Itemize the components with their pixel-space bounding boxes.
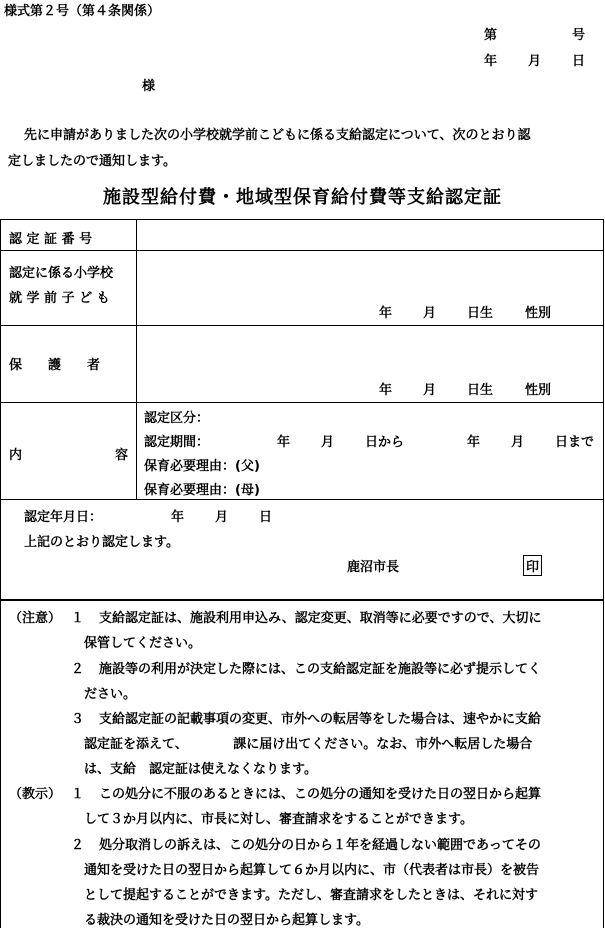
child-sex: 性別	[525, 306, 552, 321]
header-year: 年	[484, 54, 498, 69]
caution-tag: （注意）	[9, 611, 62, 626]
approval-year: 年	[171, 510, 185, 525]
content-label-cell	[1, 403, 137, 500]
certificate-table	[0, 219, 604, 600]
instruction-1-line-2: して３か月以内に、市長に対し、審査請求をすることができます。	[84, 812, 473, 827]
child-label-line-2: 就 学 前 子 ど も	[9, 291, 110, 306]
number-prefix: 第	[484, 28, 498, 43]
instruction-2-line-1: 処分取消しの訴えは、この処分の日から１年を経過しない範囲であってその	[99, 838, 541, 853]
period-from-year: 年	[277, 435, 291, 450]
table-row	[1, 251, 604, 326]
instruction-1-line-1: この処分に不服のあるときには、この処分の通知を受けた日の翌日から起算	[99, 787, 542, 802]
period-label: 認定期間：	[144, 435, 210, 450]
table-row	[1, 326, 604, 403]
note-3-line-3: は、支給 認定証は使えなくなります。	[84, 762, 317, 777]
cert-number-label: 認 定 証 番 号	[9, 232, 93, 247]
guardian-label-cell	[1, 326, 137, 403]
header-month: 月	[528, 54, 542, 69]
cert-number-label-cell	[1, 220, 137, 251]
notes-section	[0, 600, 604, 928]
instruction-2-line-2: 通知を受けた日の翌日から起算して６か月以内に、市（代表者は市長）を被告	[84, 863, 540, 878]
child-birth-day: 日生	[467, 306, 494, 321]
guardian-birth-year: 年	[379, 383, 393, 398]
approval-month: 月	[215, 510, 229, 525]
guardian-sex: 性別	[525, 383, 552, 398]
note-1-line-1: 支給認定証は、施設利用申込み、認定変更、取消等に必要ですので、大切に	[99, 611, 542, 626]
content-value-cell[interactable]	[137, 403, 604, 500]
child-value-cell[interactable]	[137, 251, 604, 326]
content-label-right: 容	[115, 448, 129, 463]
approval-date-label: 認定年月日：	[24, 510, 103, 525]
instruction-tag: （教示）	[9, 787, 62, 802]
intro-line-1: 先に申請がありました次の小学校就学前こどもに係る支給認定について、次のとおり認	[24, 128, 531, 143]
guardian-value-cell[interactable]	[137, 326, 604, 403]
approval-cell	[1, 500, 604, 600]
form-number: 様式第２号（第４条関係）	[4, 4, 161, 19]
instruction-2-line-4: る裁決の通知を受けた日の翌日から起算します。	[84, 913, 369, 928]
note-3-number: ３	[71, 712, 85, 727]
reason-mother: 保育必要理由：(母)	[144, 483, 260, 498]
category-label: 認定区分：	[144, 411, 210, 426]
note-2-number: ２	[71, 662, 85, 677]
cert-number-value-cell[interactable]	[137, 220, 604, 251]
period-to-month: 月	[511, 435, 525, 450]
addressee-honorific: 様	[142, 79, 156, 94]
child-label-cell	[1, 251, 137, 326]
reason-father: 保育必要理由：(父)	[144, 459, 260, 474]
note-1-number: １	[71, 611, 85, 626]
instruction-2-number: ２	[71, 838, 85, 853]
instruction-2-line-3: として提起することができます。ただし、審査請求をしたときは、それに対す	[84, 888, 538, 903]
header-day: 日	[572, 54, 586, 69]
child-birth-year: 年	[379, 306, 393, 321]
table-row	[1, 403, 604, 500]
content-label-left: 内	[9, 448, 23, 463]
instruction-1-number: １	[71, 787, 85, 802]
guardian-birth-day: 日生	[467, 383, 494, 398]
note-2-line-2: ださい。	[84, 687, 137, 702]
period-from-month: 月	[321, 435, 335, 450]
number-suffix: 号	[572, 28, 586, 43]
child-label-line-1: 認定に係る小学校	[9, 266, 114, 281]
intro-line-2: 定しましたので通知します。	[8, 154, 176, 169]
period-from-day: 日から	[365, 435, 405, 450]
seal-mark: 印	[523, 555, 542, 576]
note-1-line-2: 保管してください。	[84, 636, 202, 651]
child-birth-month: 月	[423, 306, 437, 321]
period-to-year: 年	[467, 435, 481, 450]
table-row	[1, 220, 604, 251]
approval-statement: 上記のとおり認定します。	[24, 535, 179, 550]
table-row	[1, 500, 604, 600]
page-title: 施設型給付費・地域型保育給付費等支給認定証	[103, 187, 502, 208]
note-3-line-2: 認定証を添えて、 課に届け出てください。なお、市外へ転居した場合	[84, 737, 533, 752]
period-to-day: 日まで	[555, 435, 595, 450]
note-2-line-1: 施設等の利用が決定した際には、この支給認定証を施設等に必ず提示してく	[99, 662, 542, 677]
mayor-name: 鹿沼市長	[347, 560, 400, 575]
guardian-label: 保 護 者	[9, 358, 101, 373]
guardian-birth-month: 月	[423, 383, 437, 398]
approval-day: 日	[259, 510, 273, 525]
note-3-line-1: 支給認定証の記載事項の変更、市外への転居等をした場合は、速やかに支給	[99, 712, 542, 727]
